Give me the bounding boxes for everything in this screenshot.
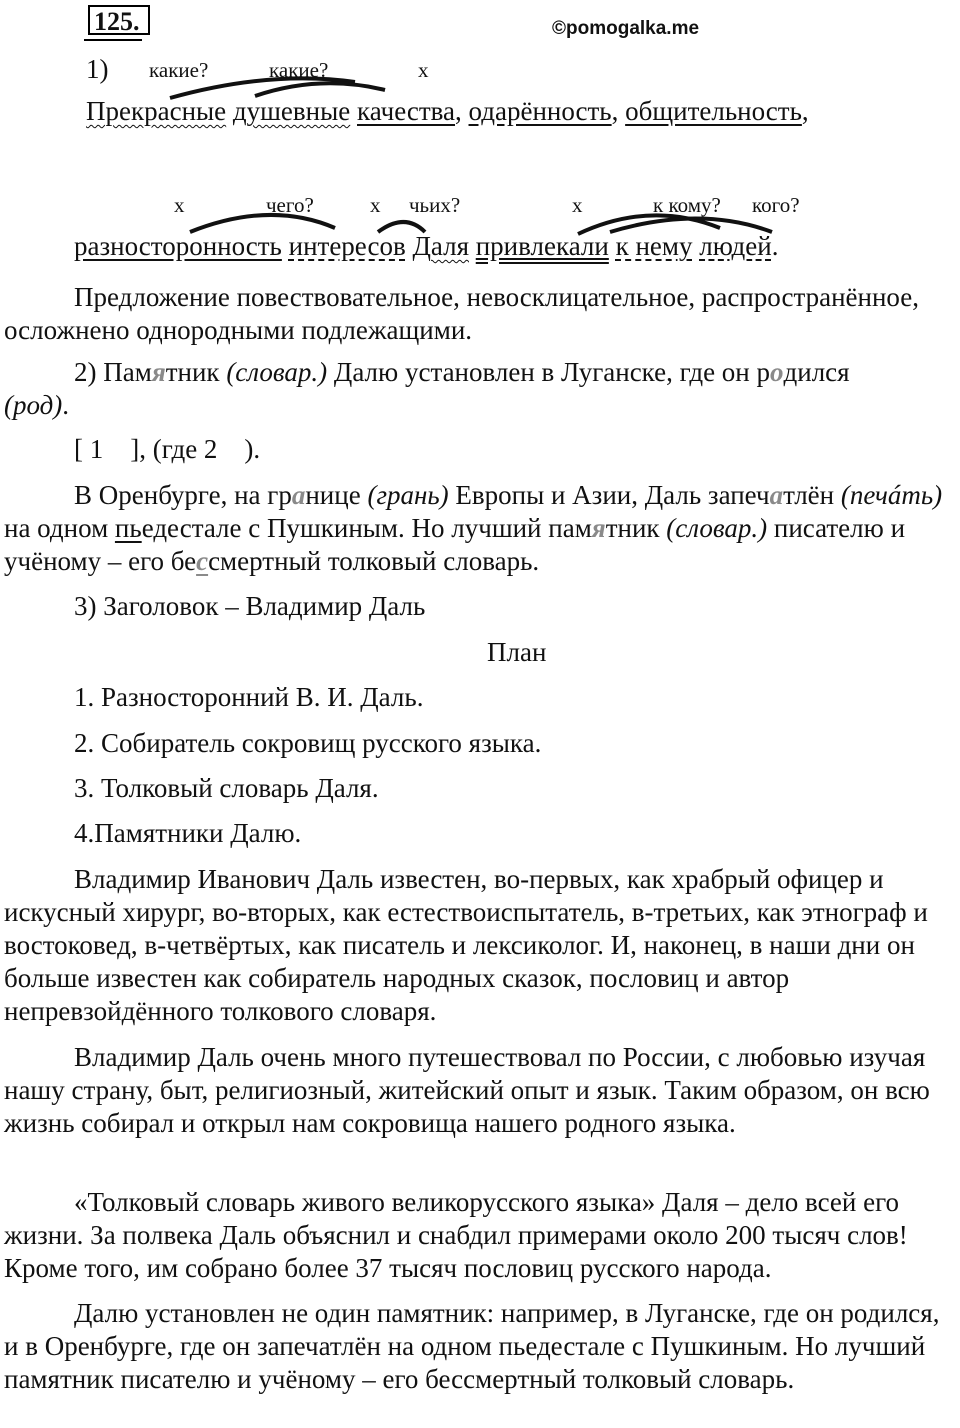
highlight-letter: о	[770, 357, 784, 387]
complement-word: к нему	[615, 231, 693, 261]
text-fragment: дился	[783, 357, 850, 387]
question-label: какие?	[269, 58, 329, 82]
arc-arrow	[610, 219, 772, 233]
highlight-letter: а	[769, 480, 784, 510]
sentence-line-1	[86, 96, 809, 127]
text-fragment: 2) Пам	[74, 357, 152, 387]
part2-paragraph	[4, 479, 944, 578]
watermark: ©pomogalka.me	[552, 18, 700, 39]
text-fragment: Далю установлен в Луганске, где он р	[327, 357, 771, 387]
separator: ,	[455, 96, 469, 126]
sentence-scheme: [ 1 ], (где 2 ).	[74, 434, 261, 464]
check-word: (грань)	[367, 480, 449, 510]
question-label: к кому?	[653, 193, 721, 217]
arc-arrow	[255, 83, 385, 96]
subject-word: одарённость	[468, 96, 612, 126]
subject-word: общительность	[625, 96, 802, 126]
text-fragment: тник	[165, 357, 227, 387]
separator: ,	[801, 96, 809, 126]
exercise-number: 125.	[88, 5, 150, 35]
text-fragment: писателю и учёному – его бе	[4, 513, 906, 576]
question-label: кого?	[752, 193, 800, 217]
part1-label: 1)	[86, 54, 109, 84]
plan-item: 1. Разносторонний В. И. Даль.	[74, 682, 424, 712]
text-fragment: смертный толковый словарь.	[208, 546, 540, 576]
subject-word: качества	[357, 96, 456, 126]
plan-item: 4.Памятники Далю.	[74, 818, 302, 848]
sentence-line-2	[74, 231, 778, 262]
text-fragment: В Оренбурге, на гр	[74, 480, 292, 510]
plan-item: 3. Толковый словарь Даля.	[74, 773, 379, 803]
question-label: х	[572, 193, 583, 217]
text-fragment: тник	[605, 513, 667, 543]
part2-sentence	[4, 356, 944, 389]
question-label: какие?	[149, 58, 209, 82]
text-fragment: едестале с Пушкиным. Но лучший пам	[141, 513, 592, 543]
essay-paragraph: Далю установлен не один памятник: например, в Луганске, где он родился, и в Оренбурге, где он запечатлён на одном пьедестале с Пушкиным. Но лучший памятник писателю и учёному – его бессмертный толковый словарь.	[4, 1298, 940, 1394]
essay-paragraph: Владимир Иванович Даль известен, во-первых, как храбрый офицер и искусный хирург, во-вторых, как естествоиспытатель, в-третьих, как этнограф и востоковед, в-четвёртых, как писатель и лексиколог. И, наконец, в наши дни он больше известен как собиратель народных сказок, пословиц и автор непревзойдённого толкового словаря.	[4, 864, 928, 1026]
text-fragment: тлён	[783, 480, 841, 510]
text-fragment: Европы и Азии, Даль запеч	[448, 480, 770, 510]
sentence-characteristic: Предложение повествовательное, невосклицательное, распространённое, осложнено однородными подлежащими.	[4, 282, 919, 345]
highlight-letters: пь	[114, 513, 142, 543]
text-fragment: на одном	[4, 513, 115, 543]
predicate-word: привлекали	[475, 231, 609, 261]
highlight-letter: я	[591, 513, 606, 543]
part3-title: 3) Заголовок – Владимир Даль	[74, 591, 426, 621]
part2-check-line	[4, 390, 69, 421]
highlight-letter: я	[151, 357, 166, 387]
complement-word: людей	[699, 231, 772, 261]
plan-heading: План	[487, 637, 547, 667]
check-word: (словар.)	[226, 357, 328, 387]
essay-paragraph: Владимир Даль очень много путешествовал по России, с любовью изучая нашу страну, быт, религиозный, житейский опыт и язык. Таким образом, он всю жизнь собирал и открыл нам сокровища нашего родного языка.	[4, 1042, 930, 1138]
separator: .	[771, 231, 779, 261]
question-label: чьих?	[409, 193, 461, 217]
highlight-letter: а	[291, 480, 306, 510]
separator: ,	[611, 96, 626, 126]
question-label: чего?	[266, 193, 314, 217]
text-fragment: .	[62, 390, 70, 420]
essay-paragraph: «Толковый словарь живого великорусского языка» Даля – дело всей его жизни. За полвека Даль объяснил и снабдил примерами около 200 тысяч слов! Кроме того, им собрано более 37 тысяч пословиц русского народа.	[4, 1187, 908, 1283]
question-label: х	[370, 193, 381, 217]
subject-word: разносторонность	[74, 231, 282, 261]
adjective-word: Прекрасные	[86, 96, 227, 126]
attribute-word: Даля	[412, 231, 469, 261]
check-word: (словар.)	[666, 513, 768, 543]
check-word: (род)	[4, 390, 63, 420]
complement-word: интересов	[288, 231, 406, 261]
check-word: (печáть)	[840, 480, 943, 510]
text-fragment: нице	[305, 480, 368, 510]
question-label: х	[174, 193, 185, 217]
question-label: х	[418, 58, 429, 82]
adjective-word: душевные	[232, 96, 351, 126]
plan-item: 2. Собиратель сокровищ русского языка.	[74, 728, 542, 758]
highlight-letter: с	[196, 546, 209, 576]
